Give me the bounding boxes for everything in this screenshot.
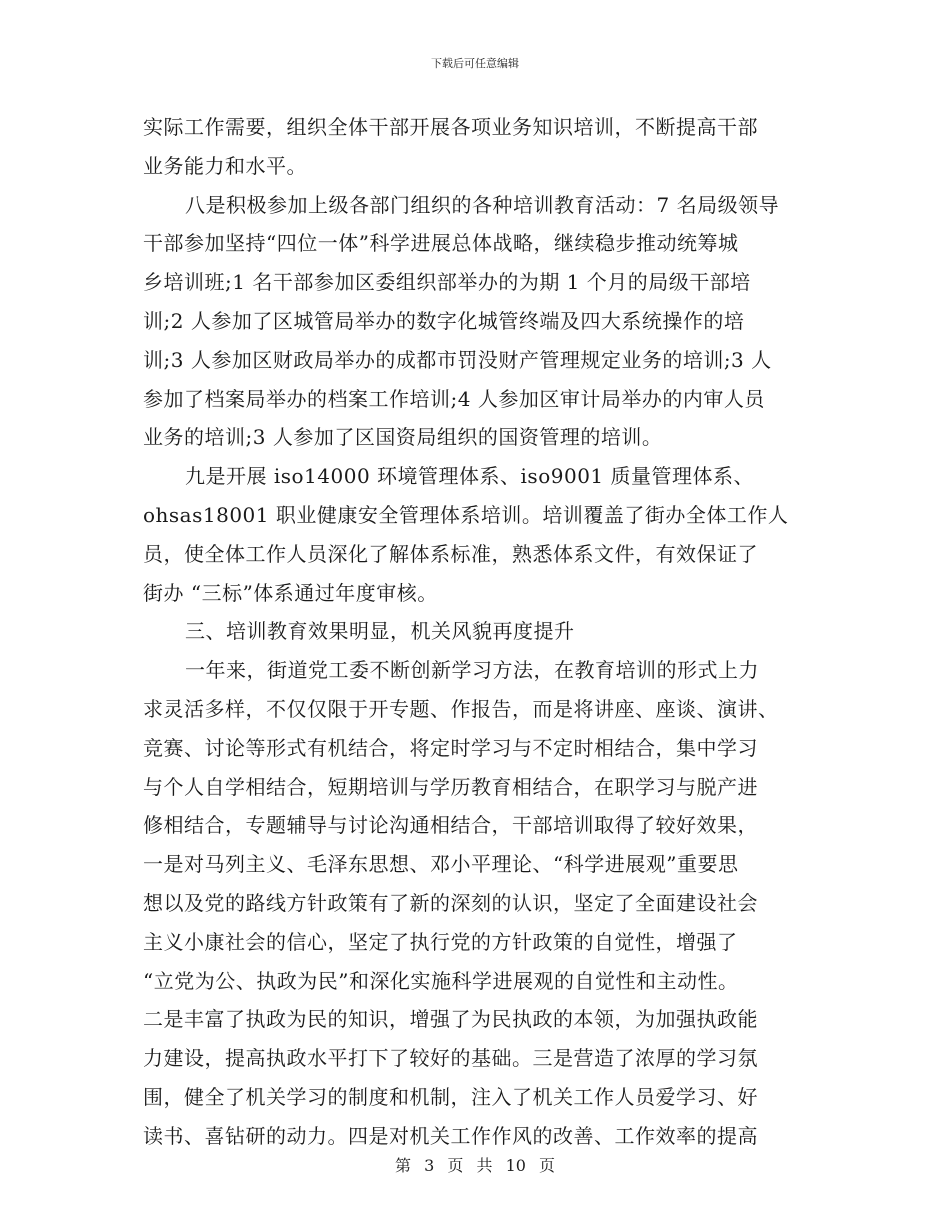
paragraph-start-line: 八是积极参加上级各部门组织的各种培训教育活动：7 名局级领导 [185, 192, 780, 217]
text-line: 一是对马列主义、毛泽东思想、邓小平理论、“科学进展观”重要思 [143, 852, 739, 877]
text-line: 参加了档案局举办的档案工作培训;4 人参加区审计局举办的内审人员 [143, 386, 765, 411]
text-line: 竞赛、讨论等形式有机结合，将定时学习与不定时相结合，集中学习 [143, 735, 758, 760]
total-pages-unit: 页 [539, 1156, 556, 1175]
text-line: 街办 “三标”体系通过年度审核。 [143, 580, 438, 605]
text-line: 想以及党的路线方针政策有了新的深刻的认识，坚定了全面建设社会 [143, 890, 758, 915]
text-line: 二是丰富了执政为民的知识，增强了为民执政的本领，为加强执政能 [143, 1007, 758, 1032]
text-line: 训;3 人参加区财政局举办的成都市罚没财产管理规定业务的培训;3 人 [143, 347, 772, 372]
paragraph-start-line: 一年来，街道党工委不断创新学习方法，在教育培训的形式上力 [185, 658, 759, 683]
text-line: 读书、喜钻研的动力。四是对机关工作作风的改善、工作效率的提高 [143, 1123, 758, 1148]
text-line: 干部参加坚持“四位一体”科学进展总体战略，继续稳步推动统筹城 [143, 231, 739, 256]
total-pages: 10 [505, 1156, 526, 1175]
text-line: 与个人自学相结合，短期培训与学历教育相结合，在职学习与脱产进 [143, 774, 758, 799]
page-number-prefix: 第 [394, 1156, 411, 1175]
page-header: 下载后可任意编辑 [431, 57, 519, 70]
page-number: 3 [424, 1156, 435, 1175]
section-heading: 三、培训教育效果明显，机关风貌再度提升 [185, 619, 575, 644]
text-line: 修相结合，专题辅导与讨论沟通相结合，干部培训取得了较好效果， [143, 813, 758, 838]
text-line: 训;2 人参加了区城管局举办的数字化城管终端及四大系统操作的培 [143, 308, 745, 333]
paragraph-start-line: 九是开展 iso14000 环境管理体系、iso9001 质量管理体系、 [185, 464, 754, 489]
text-line: ohsas18001 职业健康安全管理体系培训。培训覆盖了街办全体工作人 [143, 502, 789, 527]
text-line: 力建设，提高执政水平打下了较好的基础。三是营造了浓厚的学习氛 [143, 1046, 758, 1071]
text-line: 乡培训班;1 名干部参加区委组织部举办的为期 1 个月的局级干部培 [143, 270, 751, 295]
text-line: 业务能力和水平。 [143, 153, 307, 178]
document-body [143, 108, 815, 1156]
text-line: 求灵活多样，不仅仅限于开专题、作报告，而是将讲座、座谈、演讲、 [143, 696, 779, 721]
text-line: 主义小康社会的信心，坚定了执行党的方针政策的自觉性，增强了 [143, 929, 738, 954]
page-footer [0, 1153, 950, 1176]
page-number-unit: 页 [447, 1156, 464, 1175]
text-line: 员，使全体工作人员深化了解体系标准，熟悉体系文件，有效保证了 [143, 541, 758, 566]
text-line: 实际工作需要，组织全体干部开展各项业务知识培训，不断提高干部 [143, 115, 758, 139]
text-line: “立党为公、执政为民”和深化实施科学进展观的自觉性和主动性。 [143, 968, 739, 993]
text-line: 业务的培训;3 人参加了区国资局组织的国资管理的培训。 [143, 425, 663, 450]
total-pages-prefix: 共 [476, 1156, 493, 1175]
text-line: 围，健全了机关学习的制度和机制，注入了机关工作人员爱学习、好 [143, 1084, 758, 1109]
